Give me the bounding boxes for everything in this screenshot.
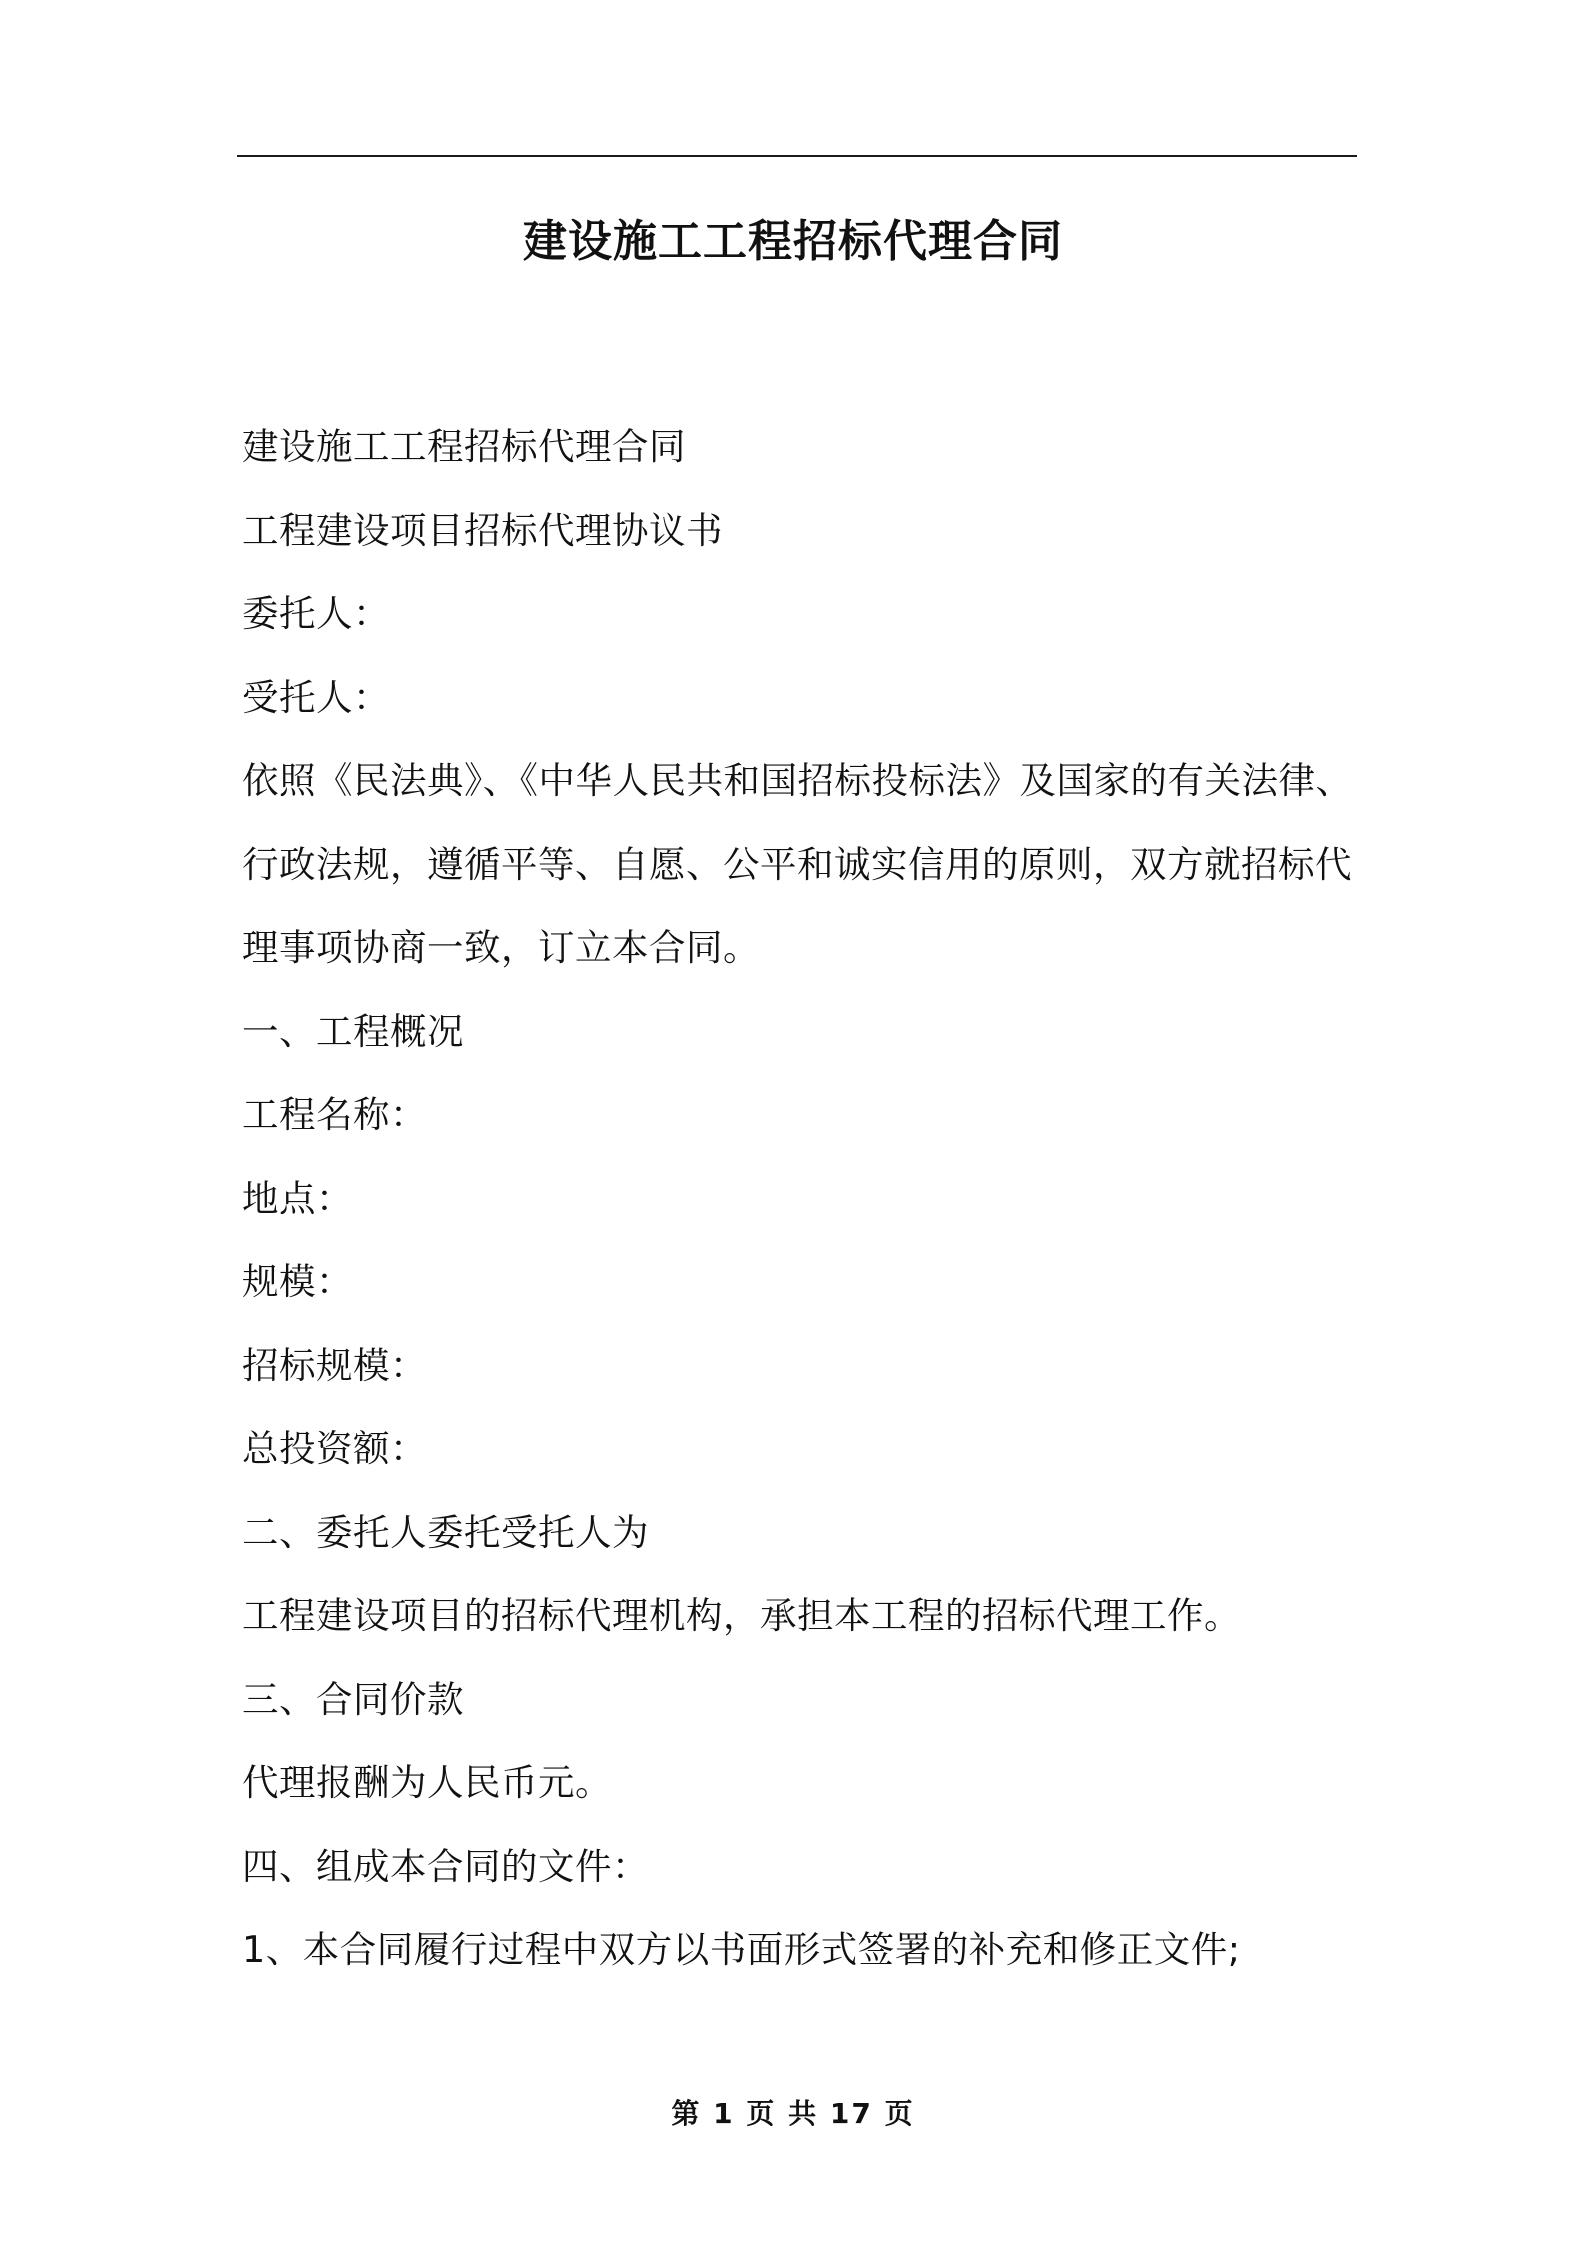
preamble-line-1: 依照《民法典》、《中华人民共和国招标投标法》及国家的有关法律、: [242, 759, 1353, 802]
section-heading-2: 二、委托人委托受托人为: [242, 1510, 649, 1554]
agreement-title-line: 工程建设项目招标代理协议书: [242, 508, 723, 552]
document-body: [242, 405, 1362, 1992]
section-heading-3: 三、合同价款: [242, 1677, 464, 1721]
preamble-line-3: 理事项协商一致，订立本合同。: [242, 926, 760, 969]
contract-name-line: 建设施工工程招标代理合同: [242, 425, 686, 468]
section-3-body: 代理报酬为人民币元。: [242, 1761, 612, 1804]
section-4-item-1: 1、本合同履行过程中双方以书面形式签署的补充和修正文件;: [242, 1928, 1241, 1971]
section-2-body: 工程建设项目的招标代理机构，承担本工程的招标代理工作。: [242, 1594, 1241, 1637]
project-name-field: 工程名称：: [242, 1093, 427, 1136]
section-heading-4: 四、组成本合同的文件：: [242, 1844, 649, 1888]
total-investment-field: 总投资额：: [242, 1427, 427, 1470]
page-number-footer: 第 1 页 共 17 页: [671, 2097, 915, 2130]
preamble-line-2: 行政法规，遵循平等、自愿、公平和诚实信用的原则，双方就招标代: [242, 842, 1352, 886]
bidding-scale-field: 招标规模：: [242, 1343, 427, 1387]
section-heading-1: 一、工程概况: [242, 1009, 464, 1053]
document-title: 建设施工工程招标代理合同: [523, 216, 1063, 267]
header-divider: [237, 155, 1357, 157]
scale-field: 规模：: [242, 1260, 353, 1303]
agent-field: 受托人：: [242, 675, 390, 719]
location-field: 地点：: [242, 1176, 353, 1220]
client-field: 委托人：: [242, 592, 390, 635]
